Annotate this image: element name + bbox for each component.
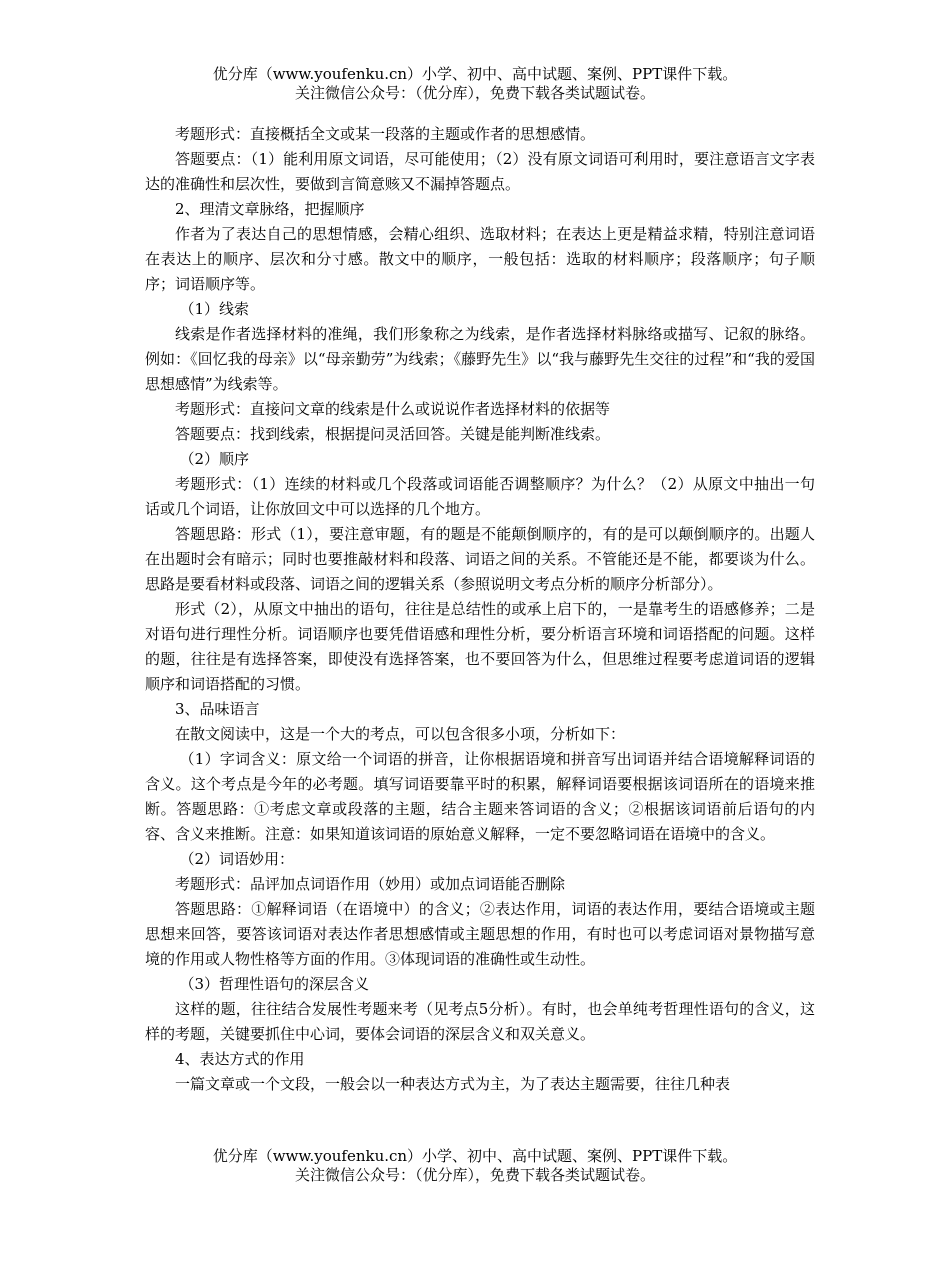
paragraph: 形式（2），从原文中抽出的语句，往往是总结性的或承上启下的，一是靠考生的语感修养；二是对语句进行理性分析。词语顺序也要凭借语感和理性分析，要分析语言环境和词语搭配的问题。这样的题，往往是有选择答案，即使没有选择答案，也不要回答为什么，但思维过程要考虑道词语的逻辑顺序和词语搭配的习惯。	[145, 600, 815, 693]
page-header	[0, 65, 950, 103]
section-heading: 2、理清文章脉络，把握顺序	[175, 200, 365, 218]
paragraph: 答题思路：形式（1），要注意审题，有的题是不能颠倒顺序的，有的是可以颠倒顺序的。出题人在出题时会有暗示；同时也要推敲材料和段落、词语之间的关系。不管能还是不能，都要谈为什么。思路是要看材料或段落、词语之间的逻辑关系（参照说明文考点分析的顺序分析部分）。	[145, 525, 815, 593]
paragraph: 在散文阅读中，这是一个大的考点，可以包含很多小项，分析如下：	[175, 725, 626, 743]
paragraph: 考题形式：（1）连续的材料或几个段落或词语能否调整顺序？为什么？（2）从原文中抽出一句话或几个词语，让你放回文中可以选择的几个地方。	[145, 475, 815, 518]
header-line-2: 关注微信公众号：（优分库），免费下载各类试题试卷。	[294, 84, 655, 102]
document-body	[145, 122, 815, 1097]
section-heading: 3、品味语言	[175, 700, 260, 718]
subsection-heading: （3）哲理性语句的深层含义	[179, 975, 370, 993]
paragraph: 答题要点：找到线索，根据提问灵活回答。关键是能判断准线索。	[175, 425, 611, 443]
header-line-1: 优分库（www.youfenku.cn）小学、初中、高中试题、案例、PPT课件下载。	[212, 65, 738, 83]
paragraph: 考题形式：直接问文章的线索是什么或说说作者选择材料的依据等	[175, 400, 611, 418]
paragraph: （1）字词含义：原文给一个词语的拼音，让你根据语境和拼音写出词语并结合语境解释词语的含义。这个考点是今年的必考题。填写词语要靠平时的积累，解释词语要根据该词语所在的语境来推断。答题思路：①考虑文章或段落的主题，结合主题来答词语的含义；②根据该词语前后语句的内容、含义来推断。注意：如果知道该词语的原始意义解释，一定不要忽略词语在语境中的含义。	[145, 750, 815, 843]
paragraph: 考题形式：直接概括全文或某一段落的主题或作者的思想感情。	[175, 125, 596, 143]
paragraph: 一篇文章或一个文段，一般会以一种表达方式为主，为了表达主题需要，往往几种表	[175, 1075, 731, 1093]
subsection-heading: （1）线索	[179, 300, 250, 318]
paragraph: 答题思路：①解释词语（在语境中）的含义；②表达作用，词语的表达作用，要结合语境或主题思想来回答，要答该词语对表达作者思想感情或主题思想的作用，有时也可以考虑词语对景物描写意境的作用或人物性格等方面的作用。③体现词语的准确性或生动性。	[145, 900, 815, 968]
subsection-heading: （2）顺序	[179, 450, 250, 468]
page-footer	[0, 1147, 950, 1185]
paragraph: 考题形式：品评加点词语作用（妙用）或加点词语能否删除	[175, 875, 566, 893]
section-heading: 4、表达方式的作用	[175, 1050, 305, 1068]
paragraph: 答题要点：（1）能利用原文词语，尽可能使用；（2）没有原文词语可利用时，要注意语言文字表达的准确性和层次性，要做到言简意赅又不漏掉答题点。	[145, 150, 815, 193]
subsection-heading: （2）词语妙用：	[179, 850, 295, 868]
paragraph: 作者为了表达自己的思想情感，会精心组织、选取材料；在表达上更是精益求精，特别注意词语在表达上的顺序、层次和分寸感。散文中的顺序，一般包括：选取的材料顺序；段落顺序；句子顺序；词语顺序等。	[145, 225, 815, 293]
footer-line-2: 关注微信公众号：（优分库），免费下载各类试题试卷。	[294, 1166, 655, 1184]
paragraph: 线索是作者选择材料的准绳，我们形象称之为线索，是作者选择材料脉络或描写、记叙的脉络。例如：《回忆我的母亲》以“母亲勤劳”为线索；《藤野先生》以“我与藤野先生交往的过程”和“我的爱国思想感情”为线索等。	[145, 325, 815, 393]
paragraph: 这样的题，往往结合发展性考题来考（见考点5分析）。有时，也会单纯考哲理性语句的含义，这样的考题，关键要抓住中心词，要体会词语的深层含义和双关意义。	[145, 1000, 815, 1043]
footer-line-1: 优分库（www.youfenku.cn）小学、初中、高中试题、案例、PPT课件下载。	[212, 1147, 738, 1165]
